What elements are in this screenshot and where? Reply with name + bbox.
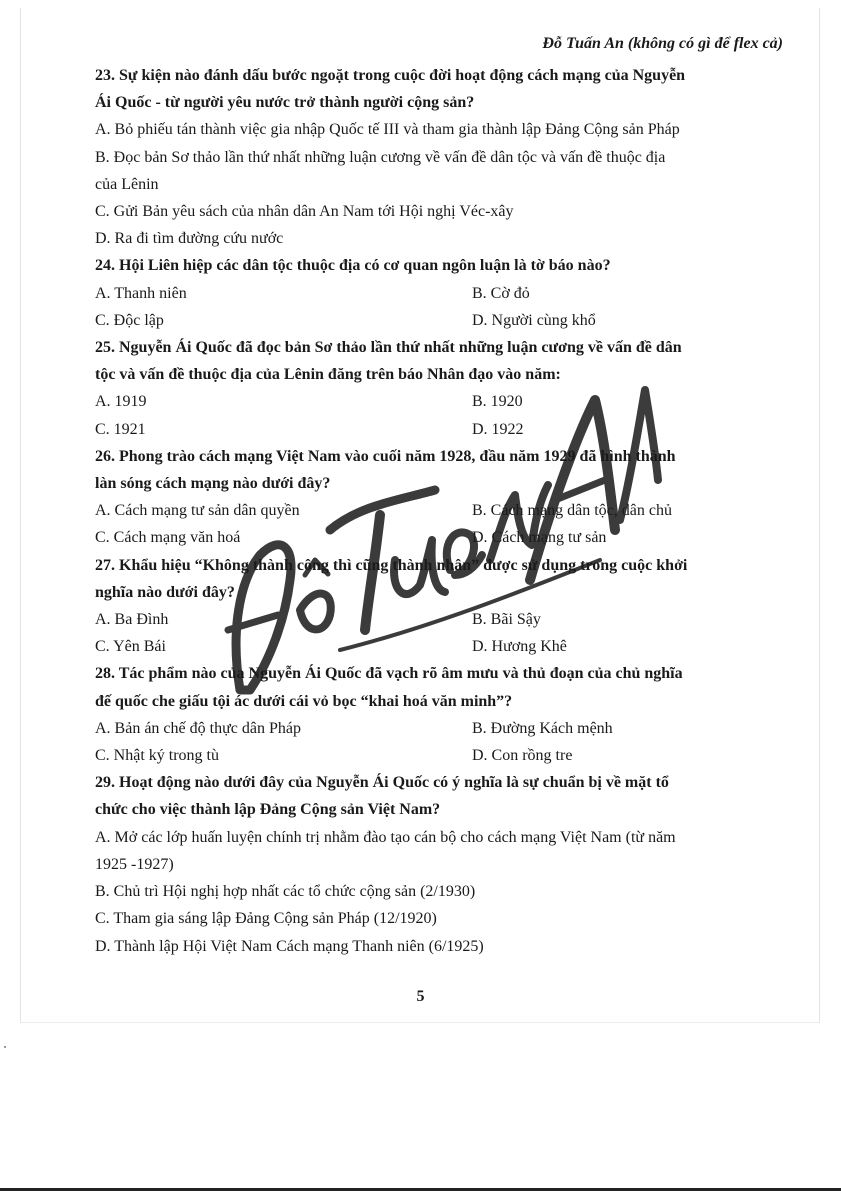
question-24-option-b: B. Cờ đỏ — [472, 284, 530, 302]
question-25-option-b: B. 1920 — [472, 393, 523, 411]
question-25 — [95, 334, 770, 443]
question-26 — [95, 443, 770, 552]
question-29-option-b: B. Chủ trì Hội nghị hợp nhất các tổ chức cộng sản (2/1930) — [95, 883, 476, 901]
question-28 — [95, 660, 770, 769]
question-28-option-b: B. Đường Kách mệnh — [472, 719, 613, 737]
question-26-option-b: B. Cách mạng dân tộc, dân chủ — [472, 502, 672, 520]
question-23 — [95, 62, 770, 252]
question-27-text-line-1: 27. Khẩu hiệu “Không thành công thì cũng thành nhân” được sử dụng trong cuộc khởi — [95, 556, 688, 574]
question-26-options-row-2 — [95, 524, 770, 551]
question-25-options-row-1 — [95, 388, 770, 415]
question-26-text-line-1: 26. Phong trào cách mạng Việt Nam vào cuối năm 1928, đầu năm 1929 đã hình thành — [95, 447, 676, 465]
question-25-options-row-2 — [95, 416, 770, 443]
question-25-option-c: C. 1921 — [95, 420, 146, 438]
question-29-option-a-line-2: 1925 -1927) — [95, 855, 174, 873]
question-24 — [95, 252, 770, 334]
question-27-option-d: D. Hương Khê — [472, 638, 567, 656]
question-26-options-row-1 — [95, 497, 770, 524]
question-24-option-d: D. Người cùng khổ — [472, 311, 596, 329]
question-24-option-a: A. Thanh niên — [95, 284, 187, 302]
question-23-option-d: D. Ra đi tìm đường cứu nước — [95, 230, 284, 248]
question-28-text-line-2: đế quốc che giấu tội ác dưới cái vỏ bọc “khai hoá văn minh”? — [95, 692, 513, 710]
question-25-text-line-1: 25. Nguyễn Ái Quốc đã đọc bản Sơ thảo lần thứ nhất những luận cương về vấn đề dân — [95, 339, 682, 357]
question-27 — [95, 552, 770, 661]
question-28-text-line-1: 28. Tác phẩm nào của Nguyễn Ái Quốc đã vạch rõ âm mưu và thủ đoạn của chủ nghĩa — [95, 665, 683, 683]
question-23-text-line-2: Ái Quốc - từ người yêu nước trở thành người cộng sản? — [95, 94, 475, 112]
question-24-options-row-1 — [95, 280, 770, 307]
question-24-option-c: C. Độc lập — [95, 311, 164, 329]
question-26-option-d: D. Cách mạng tư sản — [472, 529, 607, 547]
question-28-option-a: A. Bản án chế độ thực dân Pháp — [95, 719, 301, 737]
question-25-option-d: D. 1922 — [472, 420, 524, 438]
scan-speck — [4, 1046, 6, 1048]
question-27-text-line-2: nghĩa nào dưới đây? — [95, 583, 235, 601]
question-29-option-d: D. Thành lập Hội Việt Nam Cách mạng Thanh niên (6/1925) — [95, 937, 484, 955]
question-26-text-line-2: làn sóng cách mạng nào dưới đây? — [95, 475, 331, 493]
question-26-option-c: C. Cách mạng văn hoá — [95, 529, 241, 547]
question-26-option-a: A. Cách mạng tư sản dân quyền — [95, 502, 300, 520]
question-23-option-b-line-2: của Lênin — [95, 175, 159, 193]
question-24-text-line-1: 24. Hội Liên hiệp các dân tộc thuộc địa có cơ quan ngôn luận là tờ báo nào? — [95, 257, 611, 275]
question-23-option-c: C. Gửi Bản yêu sách của nhân dân An Nam tới Hội nghị Véc-xây — [95, 203, 514, 221]
question-29-text-line-1: 29. Hoạt động nào dưới đây của Nguyễn Ái Quốc có ý nghĩa là sự chuẩn bị về mặt tổ — [95, 774, 669, 792]
question-23-option-a: A. Bỏ phiếu tán thành việc gia nhập Quốc tế III và tham gia thành lập Đảng Cộng sản Pháp — [95, 121, 680, 139]
question-29 — [95, 769, 770, 959]
question-23-text-line-1: 23. Sự kiện nào đánh dấu bước ngoặt trong cuộc đời hoạt động cách mạng của Nguyễn — [95, 67, 686, 84]
question-27-option-b: B. Bãi Sậy — [472, 611, 541, 629]
question-25-option-a: A. 1919 — [95, 393, 147, 411]
question-27-options-row-2 — [95, 633, 770, 660]
question-25-text-line-2: tộc và vấn đề thuộc địa của Lênin đăng trên báo Nhân đạo vào năm: — [95, 366, 561, 384]
question-27-option-a: A. Ba Đình — [95, 611, 169, 629]
question-27-option-c: C. Yên Bái — [95, 638, 166, 656]
question-29-option-c: C. Tham gia sáng lập Đảng Cộng sản Pháp (12/1920) — [95, 910, 437, 928]
question-29-text-line-2: chức cho việc thành lập Đảng Cộng sản Việt Nam? — [95, 801, 441, 819]
question-24-options-row-2 — [95, 307, 770, 334]
question-28-option-c: C. Nhật ký trong tù — [95, 747, 219, 765]
question-28-option-d: D. Con rồng tre — [472, 747, 573, 765]
question-list — [95, 62, 770, 960]
question-23-option-b-line-1: B. Đọc bản Sơ thảo lần thứ nhất những luận cương về vấn đề dân tộc và vấn đề thuộc địa — [95, 148, 666, 166]
question-27-options-row-1 — [95, 606, 770, 633]
page-number: 5 — [416, 988, 425, 1005]
question-28-options-row-2 — [95, 742, 770, 769]
question-29-option-a-line-1: A. Mở các lớp huấn luyện chính trị nhằm đào tạo cán bộ cho cách mạng Việt Nam (từ năm — [95, 828, 676, 846]
page-header-author: Đỗ Tuấn An (không có gì để flex cả) — [542, 35, 783, 52]
question-28-options-row-1 — [95, 715, 770, 742]
